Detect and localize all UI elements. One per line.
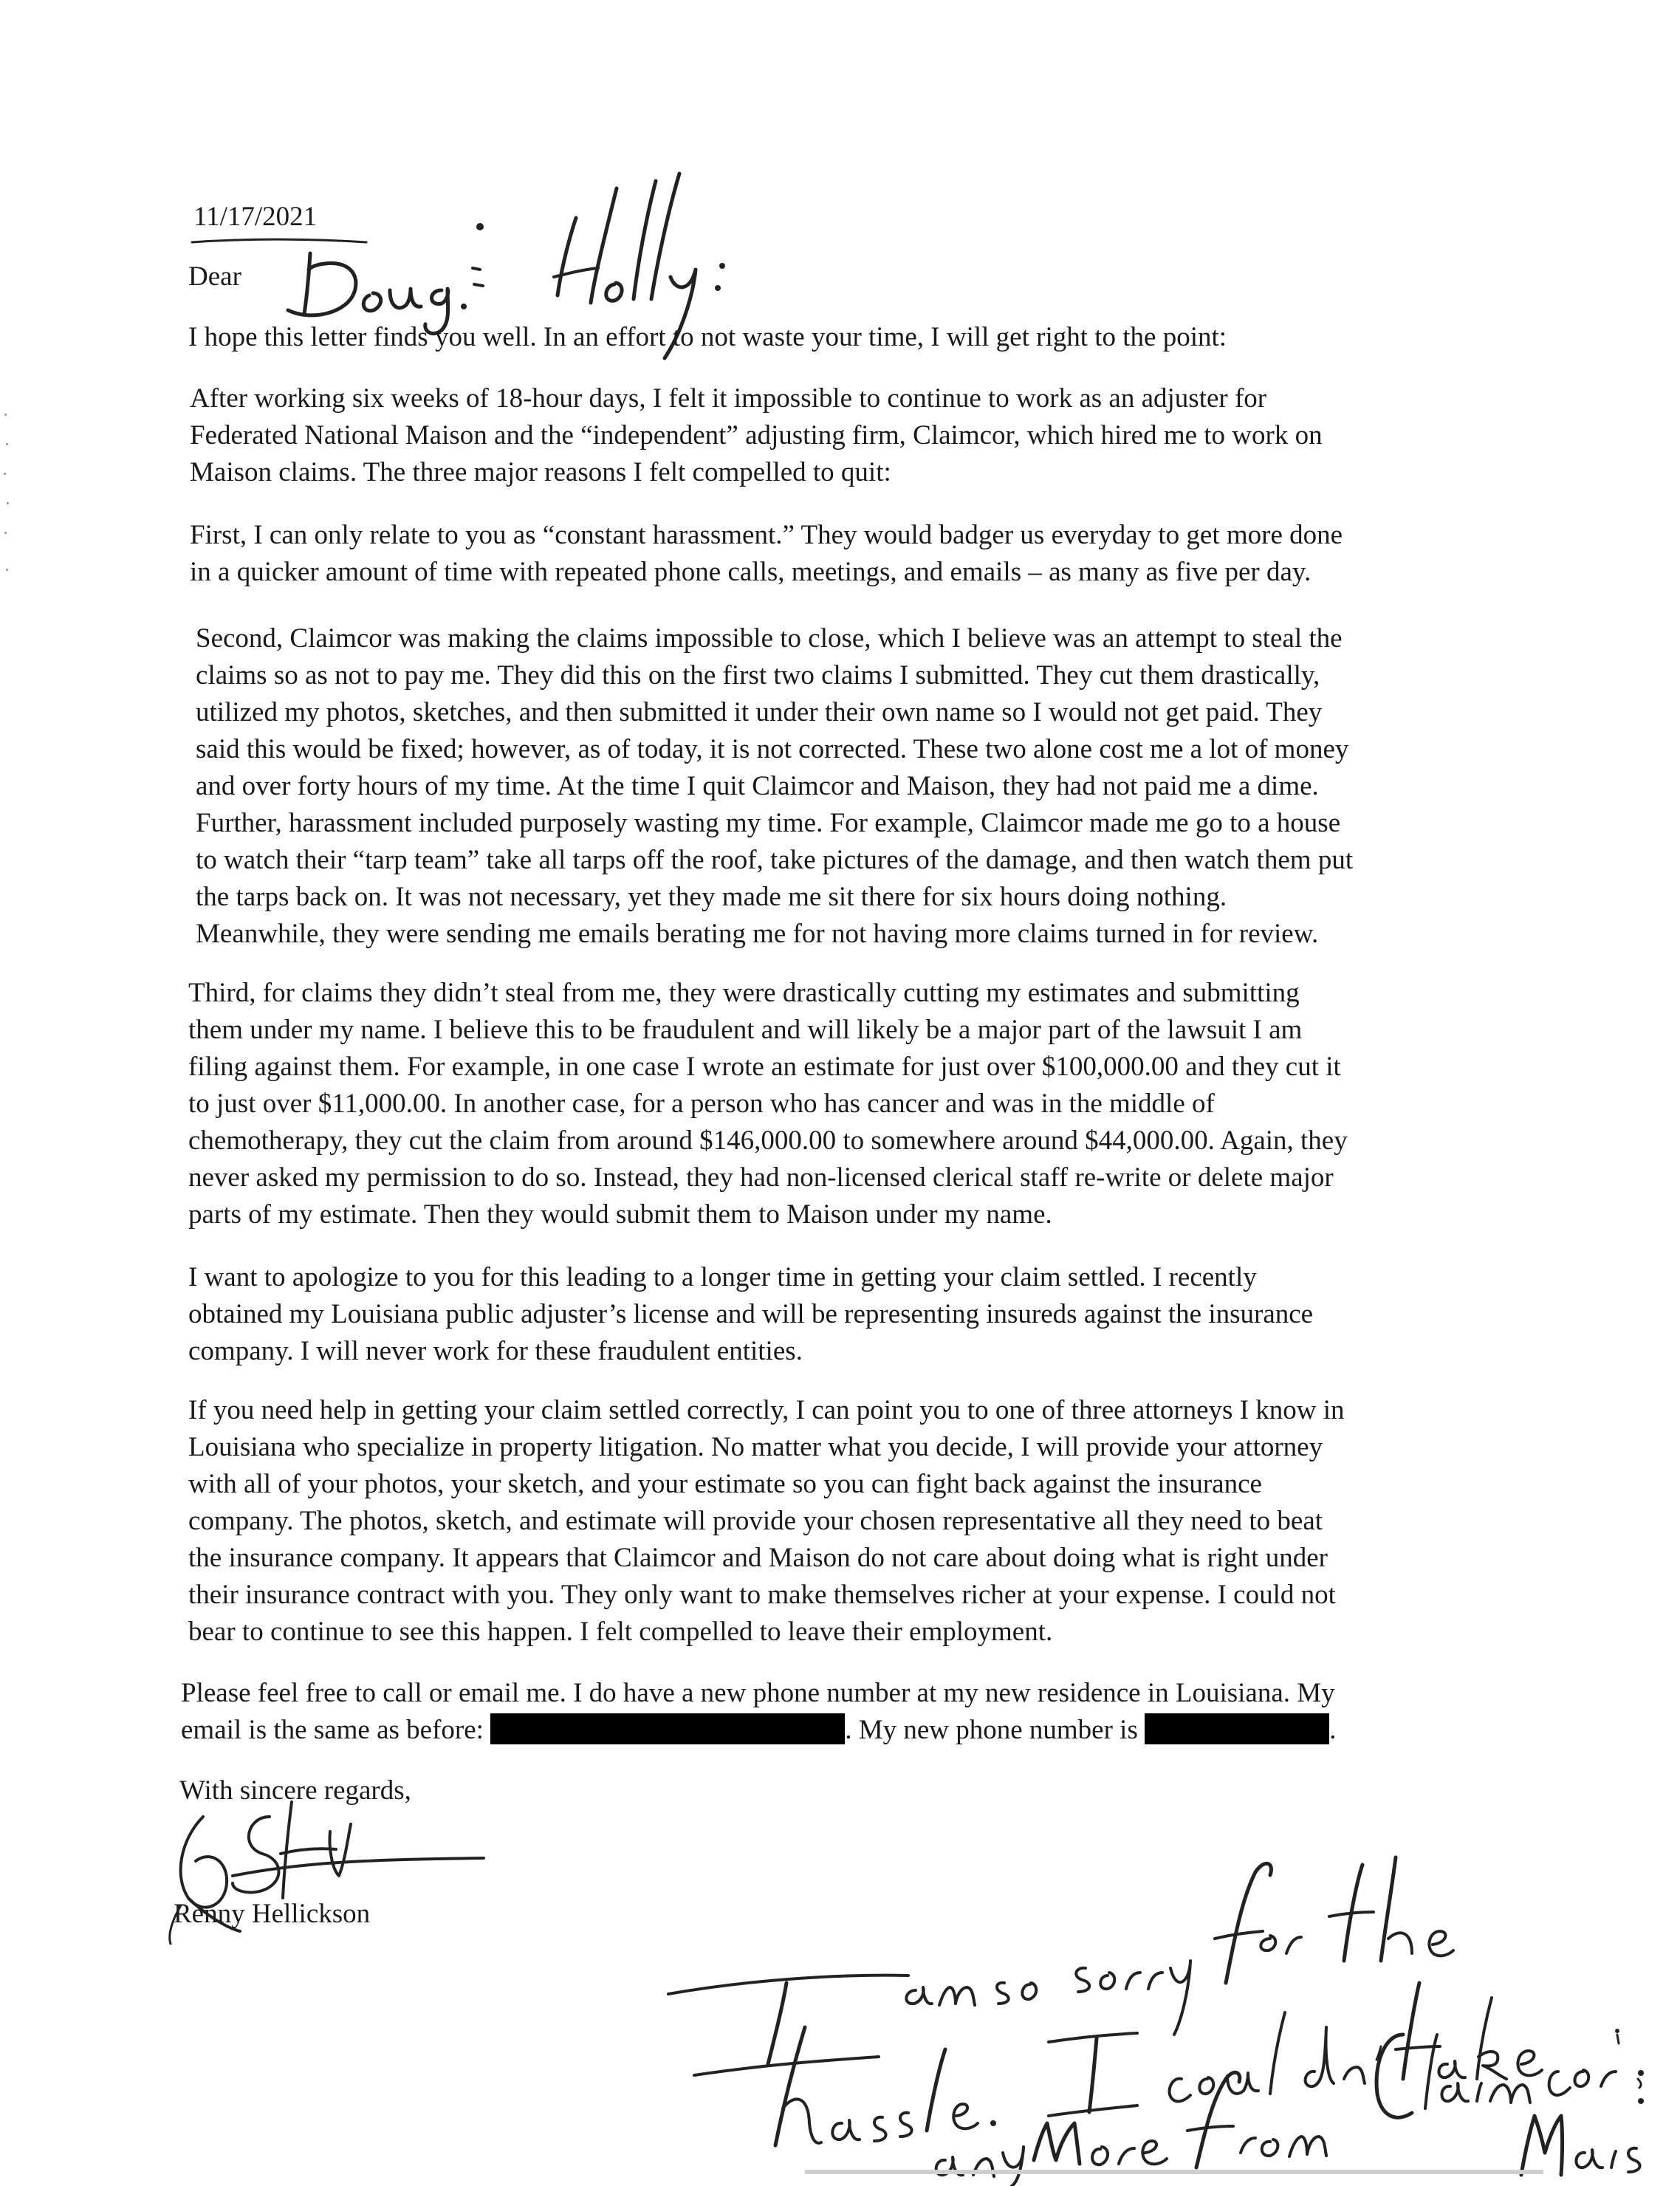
paragraph-third-reason [188, 975, 1348, 1233]
paragraph-contact [181, 1675, 1336, 1749]
text-line: company. I will never work for these fraudulent entities. [188, 1336, 803, 1366]
closing-text: With sincere regards, [179, 1775, 411, 1806]
text-line: to watch their “tarp team” take all tarps off the roof, take pictures of the damage, and then watch them put [196, 845, 1354, 875]
contact-end: . [1329, 1715, 1337, 1745]
paragraph-background [190, 380, 1323, 491]
text-line: the insurance company. It appears that Claimcor and Maison do not care about doing what is right under [188, 1543, 1328, 1573]
text-line: parts of my estimate. Then they would submit them to Maison under my name. [188, 1199, 1052, 1230]
text-line: and over forty hours of my time. At the time I quit Claimcor and Maison, they had not paid me a dime. [196, 771, 1319, 801]
text-line: in a quicker amount of time with repeated phone calls, meetings, and emails – as many as five per day. [190, 557, 1312, 587]
text-line: Federated National Maison and the “independent” adjusting firm, Claimcor, which hired me to work on [190, 420, 1323, 450]
redacted-email [490, 1713, 845, 1744]
paragraph-opening [188, 319, 1227, 356]
text-line: the tarps back on. It was not necessary, yet they made me sit there for six hours doing nothing. [196, 882, 1227, 912]
text-line: utilized my photos, sketches, and then submitted it under their own name so I would not get paid. They [196, 697, 1323, 727]
text-line: Third, for claims they didn’t steal from me, they were drastically cutting my estimates and submitting [188, 978, 1300, 1008]
text-line: never asked my permission to do so. Instead, they had non-licensed clerical staff re-write or delete major [188, 1162, 1334, 1193]
text-line: with all of your photos, your sketch, and your estimate so you can fight back against the insurance [188, 1469, 1262, 1499]
paragraph-second-reason [196, 620, 1353, 953]
paragraph-apology [188, 1259, 1313, 1370]
text-line: Louisiana who specialize in property litigation. No matter what you decide, I will provide your attorney [188, 1432, 1323, 1462]
text-line: obtained my Louisiana public adjuster’s license and will be representing insureds against the insurance [188, 1299, 1314, 1329]
text-line: Please feel free to call or email me. I do have a new phone number at my new residence in Louisiana. My [181, 1678, 1335, 1708]
text-line: After working six weeks of 18-hour days, I felt it impossible to continue to work as an adjuster for [190, 383, 1267, 414]
paragraph-first-reason [190, 517, 1343, 591]
scan-bottom-bar [805, 2170, 1543, 2174]
text-line: I want to apologize to you for this leading to a longer time in getting your claim settled. I recently [188, 1262, 1257, 1292]
text-line: Second, Claimcor was making the claims impossible to close, which I believe was an attempt to steal the [196, 623, 1343, 654]
text-line: to just over $11,000.00. In another case, for a person who has cancer and was in the middle of [188, 1089, 1215, 1119]
salutation-prefix: Dear [188, 261, 241, 292]
text-line: said this would be fixed; however, as of today, it is not corrected. These two alone cost me a lot of money [196, 734, 1349, 764]
signer-name-text: Renny Hellickson [174, 1899, 371, 1929]
text-line: filing against them. For example, in one case I wrote an estimate for just over $100,000.00 and they cut it [188, 1052, 1341, 1082]
text-line: If you need help in getting your claim settled correctly, I can point you to one of three attorneys I know in [188, 1395, 1345, 1425]
text-line: Maison claims. The three major reasons I felt compelled to quit: [190, 457, 891, 487]
letter-date: 11/17/2021 [193, 202, 318, 232]
text-line: them under my name. I believe this to be fraudulent and will likely be a major part of the lawsuit I am [188, 1015, 1303, 1045]
email-prefix: email is the same as before: [181, 1715, 484, 1745]
text-line: First, I can only relate to you as “constant harassment.” They would badger us everyday to get more done [190, 520, 1343, 550]
text-line: chemotherapy, they cut the claim from around $146,000.00 to somewhere around $44,000.00. Again, they [188, 1125, 1348, 1156]
text-line: I hope this letter finds you well. In an effort to not waste your time, I will get right to the point: [188, 322, 1227, 352]
text-line: Further, harassment included purposely wasting my time. For example, Claimcor made me go to a house [196, 808, 1341, 838]
text-line: bear to continue to see this happen. I felt compelled to leave their employment. [188, 1617, 1053, 1647]
text-line: their insurance contract with you. They only want to make themselves richer at your expense. I could not [188, 1580, 1336, 1610]
signature [159, 1787, 491, 1953]
contact-line-2 [181, 1712, 1336, 1749]
paragraph-help-offer [188, 1392, 1345, 1651]
redacted-phone [1145, 1713, 1329, 1744]
text-line: claims so as not to pay me. They did this on the first two claims I submitted. They cut them drastically, [196, 660, 1320, 691]
text-line: Meanwhile, they were sending me emails berating me for not having more claims turned in for review. [196, 919, 1319, 949]
text-line: company. The photos, sketch, and estimate will provide your chosen representative all they need to beat [188, 1506, 1323, 1536]
handwritten-note [665, 1857, 1654, 2186]
phone-prefix: . My new phone number is [845, 1715, 1138, 1745]
